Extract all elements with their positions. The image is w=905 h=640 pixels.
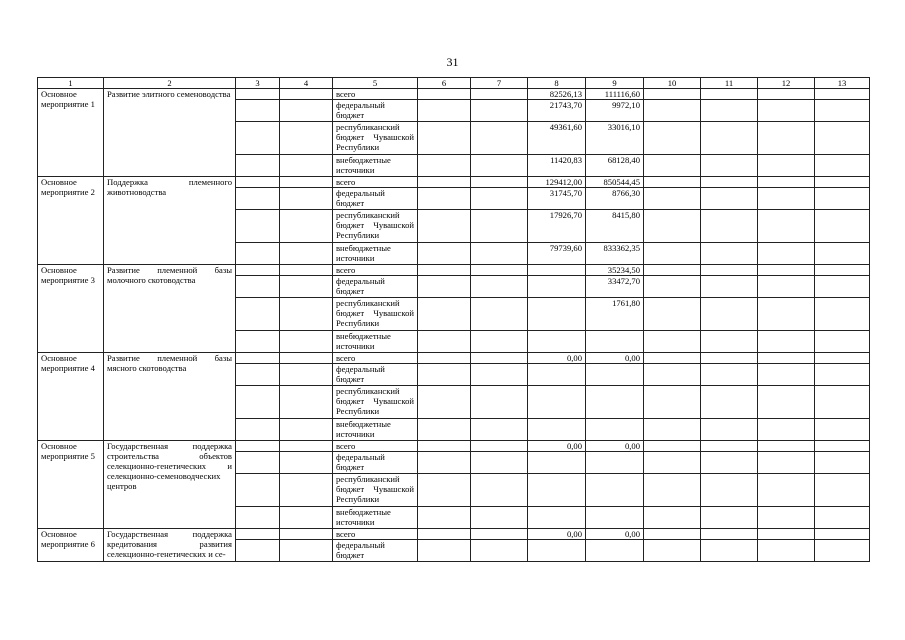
- cell-col3: [236, 507, 280, 529]
- cell-col7: [471, 419, 528, 441]
- cell-col13: [815, 155, 870, 177]
- funding-source: всего: [333, 441, 418, 452]
- cell-col3: [236, 177, 280, 188]
- value-col9: 8415,80: [586, 210, 644, 243]
- cell-col11: [701, 89, 758, 100]
- budget-table: [37, 77, 870, 562]
- cell-col11: [701, 155, 758, 177]
- value-col8: [528, 452, 586, 474]
- column-header-12: 12: [758, 78, 815, 89]
- cell-col4: [280, 364, 333, 386]
- cell-col4: [280, 474, 333, 507]
- cell-col13: [815, 298, 870, 331]
- value-col8: [528, 364, 586, 386]
- cell-col11: [701, 210, 758, 243]
- table-row: [38, 441, 870, 452]
- cell-col7: [471, 529, 528, 540]
- cell-col13: [815, 177, 870, 188]
- value-col8: 49361,60: [528, 122, 586, 155]
- cell-col7: [471, 155, 528, 177]
- cell-col3: [236, 452, 280, 474]
- cell-col10: [644, 452, 701, 474]
- cell-col7: [471, 188, 528, 210]
- cell-col11: [701, 452, 758, 474]
- cell-col4: [280, 540, 333, 562]
- cell-col3: [236, 353, 280, 364]
- cell-col12: [758, 298, 815, 331]
- cell-col10: [644, 155, 701, 177]
- cell-col4: [280, 276, 333, 298]
- cell-col12: [758, 386, 815, 419]
- cell-col13: [815, 529, 870, 540]
- cell-col11: [701, 100, 758, 122]
- cell-col6: [418, 364, 471, 386]
- funding-source: всего: [333, 353, 418, 364]
- cell-col11: [701, 474, 758, 507]
- funding-source: внебюджетные источники: [333, 507, 418, 529]
- cell-col4: [280, 331, 333, 353]
- value-col8: 21743,70: [528, 100, 586, 122]
- cell-col7: [471, 364, 528, 386]
- cell-col11: [701, 529, 758, 540]
- cell-col11: [701, 419, 758, 441]
- cell-col6: [418, 155, 471, 177]
- cell-col7: [471, 452, 528, 474]
- cell-col6: [418, 243, 471, 265]
- value-col9: 833362,35: [586, 243, 644, 265]
- event-name: Основное мероприятие 5: [38, 441, 104, 529]
- cell-col12: [758, 441, 815, 452]
- cell-col4: [280, 177, 333, 188]
- value-col8: [528, 474, 586, 507]
- cell-col10: [644, 441, 701, 452]
- cell-col3: [236, 331, 280, 353]
- cell-col11: [701, 331, 758, 353]
- cell-col4: [280, 122, 333, 155]
- cell-col11: [701, 507, 758, 529]
- cell-col12: [758, 540, 815, 562]
- cell-col11: [701, 540, 758, 562]
- event-description: Развитие элитного семеноводства: [104, 89, 236, 177]
- cell-col13: [815, 265, 870, 276]
- cell-col6: [418, 298, 471, 331]
- funding-source: всего: [333, 265, 418, 276]
- value-col9: 68128,40: [586, 155, 644, 177]
- cell-col10: [644, 298, 701, 331]
- funding-source: внебюджетные источники: [333, 331, 418, 353]
- cell-col12: [758, 276, 815, 298]
- value-col9: [586, 474, 644, 507]
- cell-col4: [280, 507, 333, 529]
- cell-col13: [815, 210, 870, 243]
- cell-col6: [418, 529, 471, 540]
- cell-col10: [644, 276, 701, 298]
- value-col9: 33016,10: [586, 122, 644, 155]
- cell-col12: [758, 100, 815, 122]
- cell-col3: [236, 364, 280, 386]
- cell-col11: [701, 353, 758, 364]
- cell-col11: [701, 298, 758, 331]
- cell-col7: [471, 265, 528, 276]
- cell-col13: [815, 364, 870, 386]
- cell-col10: [644, 122, 701, 155]
- value-col9: [586, 386, 644, 419]
- cell-col12: [758, 474, 815, 507]
- cell-col6: [418, 100, 471, 122]
- funding-source: всего: [333, 89, 418, 100]
- cell-col11: [701, 177, 758, 188]
- column-header-8: 8: [528, 78, 586, 89]
- cell-col10: [644, 89, 701, 100]
- cell-col11: [701, 441, 758, 452]
- value-col8: 0,00: [528, 529, 586, 540]
- cell-col12: [758, 529, 815, 540]
- value-col8: [528, 386, 586, 419]
- cell-col3: [236, 155, 280, 177]
- cell-col3: [236, 122, 280, 155]
- funding-source: федеральный бюджет: [333, 100, 418, 122]
- value-col9: 8766,30: [586, 188, 644, 210]
- cell-col3: [236, 89, 280, 100]
- cell-col6: [418, 122, 471, 155]
- cell-col7: [471, 243, 528, 265]
- value-col9: [586, 331, 644, 353]
- column-header-13: 13: [815, 78, 870, 89]
- value-col9: 0,00: [586, 353, 644, 364]
- table-row: [38, 265, 870, 276]
- column-header-7: 7: [471, 78, 528, 89]
- cell-col4: [280, 441, 333, 452]
- cell-col6: [418, 419, 471, 441]
- cell-col3: [236, 419, 280, 441]
- cell-col13: [815, 276, 870, 298]
- cell-col7: [471, 298, 528, 331]
- cell-col6: [418, 331, 471, 353]
- cell-col10: [644, 353, 701, 364]
- event-name: Основное мероприятие 2: [38, 177, 104, 265]
- funding-source: республиканский бюджет Чувашской Республики: [333, 474, 418, 507]
- value-col8: 17926,70: [528, 210, 586, 243]
- cell-col7: [471, 177, 528, 188]
- cell-col10: [644, 177, 701, 188]
- cell-col3: [236, 188, 280, 210]
- table-row: [38, 529, 870, 540]
- cell-col7: [471, 386, 528, 419]
- cell-col4: [280, 386, 333, 419]
- cell-col3: [236, 386, 280, 419]
- value-col8: [528, 276, 586, 298]
- funding-source: всего: [333, 177, 418, 188]
- event-name: Основное мероприятие 4: [38, 353, 104, 441]
- column-header-5: 5: [333, 78, 418, 89]
- value-col8: 31745,70: [528, 188, 586, 210]
- cell-col7: [471, 100, 528, 122]
- cell-col12: [758, 89, 815, 100]
- cell-col11: [701, 276, 758, 298]
- cell-col12: [758, 419, 815, 441]
- cell-col13: [815, 507, 870, 529]
- event-description: Поддержка племенного животноводства: [104, 177, 236, 265]
- cell-col6: [418, 540, 471, 562]
- cell-col6: [418, 507, 471, 529]
- value-col8: [528, 331, 586, 353]
- cell-col6: [418, 452, 471, 474]
- funding-source: федеральный бюджет: [333, 540, 418, 562]
- cell-col4: [280, 188, 333, 210]
- cell-col6: [418, 353, 471, 364]
- funding-source: внебюджетные источники: [333, 243, 418, 265]
- cell-col12: [758, 177, 815, 188]
- column-header-10: 10: [644, 78, 701, 89]
- funding-source: внебюджетные источники: [333, 419, 418, 441]
- value-col9: 111116,60: [586, 89, 644, 100]
- value-col9: [586, 364, 644, 386]
- cell-col4: [280, 298, 333, 331]
- value-col8: 129412,00: [528, 177, 586, 188]
- cell-col7: [471, 89, 528, 100]
- column-header-11: 11: [701, 78, 758, 89]
- cell-col13: [815, 331, 870, 353]
- cell-col3: [236, 243, 280, 265]
- cell-col11: [701, 386, 758, 419]
- value-col9: [586, 452, 644, 474]
- cell-col12: [758, 331, 815, 353]
- value-col8: [528, 507, 586, 529]
- cell-col12: [758, 353, 815, 364]
- cell-col3: [236, 298, 280, 331]
- funding-source: республиканский бюджет Чувашской Республики: [333, 210, 418, 243]
- value-col8: [528, 419, 586, 441]
- cell-col10: [644, 100, 701, 122]
- cell-col13: [815, 540, 870, 562]
- cell-col10: [644, 364, 701, 386]
- cell-col3: [236, 210, 280, 243]
- cell-col4: [280, 529, 333, 540]
- value-col8: [528, 298, 586, 331]
- funding-source: федеральный бюджет: [333, 364, 418, 386]
- cell-col10: [644, 540, 701, 562]
- cell-col13: [815, 89, 870, 100]
- cell-col7: [471, 540, 528, 562]
- cell-col13: [815, 452, 870, 474]
- value-col8: 0,00: [528, 441, 586, 452]
- cell-col10: [644, 210, 701, 243]
- cell-col7: [471, 210, 528, 243]
- cell-col7: [471, 331, 528, 353]
- cell-col13: [815, 474, 870, 507]
- value-col8: 79739,60: [528, 243, 586, 265]
- value-col9: 9972,10: [586, 100, 644, 122]
- event-description: Развитие племенной базы мясного скотоводства: [104, 353, 236, 441]
- cell-col12: [758, 452, 815, 474]
- cell-col10: [644, 331, 701, 353]
- cell-col3: [236, 441, 280, 452]
- cell-col13: [815, 243, 870, 265]
- value-col9: 1761,80: [586, 298, 644, 331]
- cell-col4: [280, 452, 333, 474]
- header-row: [38, 78, 870, 89]
- cell-col10: [644, 474, 701, 507]
- event-description: Государственная поддержка строительства объектов селекционно-генетических и селекционно-семеноводческих центров: [104, 441, 236, 529]
- cell-col11: [701, 122, 758, 155]
- cell-col4: [280, 100, 333, 122]
- cell-col10: [644, 243, 701, 265]
- cell-col4: [280, 353, 333, 364]
- cell-col11: [701, 243, 758, 265]
- cell-col11: [701, 188, 758, 210]
- cell-col3: [236, 529, 280, 540]
- funding-source: федеральный бюджет: [333, 276, 418, 298]
- cell-col13: [815, 188, 870, 210]
- cell-col13: [815, 100, 870, 122]
- cell-col13: [815, 441, 870, 452]
- cell-col11: [701, 364, 758, 386]
- table-row: [38, 177, 870, 188]
- event-description: Государственная поддержка кредитования развития селекционно-генетических и се-: [104, 529, 236, 562]
- column-header-6: 6: [418, 78, 471, 89]
- event-name: Основное мероприятие 6: [38, 529, 104, 562]
- cell-col7: [471, 441, 528, 452]
- cell-col6: [418, 177, 471, 188]
- value-col8: [528, 540, 586, 562]
- cell-col10: [644, 529, 701, 540]
- cell-col12: [758, 210, 815, 243]
- value-col8: 0,00: [528, 353, 586, 364]
- funding-source: федеральный бюджет: [333, 452, 418, 474]
- cell-col10: [644, 265, 701, 276]
- value-col9: [586, 419, 644, 441]
- cell-col3: [236, 540, 280, 562]
- value-col9: 35234,50: [586, 265, 644, 276]
- cell-col6: [418, 89, 471, 100]
- cell-col4: [280, 89, 333, 100]
- cell-col12: [758, 265, 815, 276]
- cell-col7: [471, 353, 528, 364]
- cell-col4: [280, 155, 333, 177]
- value-col9: [586, 507, 644, 529]
- column-header-3: 3: [236, 78, 280, 89]
- cell-col4: [280, 243, 333, 265]
- cell-col7: [471, 507, 528, 529]
- value-col9: [586, 540, 644, 562]
- column-header-9: 9: [586, 78, 644, 89]
- event-name: Основное мероприятие 1: [38, 89, 104, 177]
- cell-col13: [815, 353, 870, 364]
- value-col9: 0,00: [586, 441, 644, 452]
- value-col8: 11420,83: [528, 155, 586, 177]
- page-number: 31: [446, 55, 459, 69]
- cell-col3: [236, 474, 280, 507]
- cell-col6: [418, 210, 471, 243]
- funding-source: всего: [333, 529, 418, 540]
- column-header-1: 1: [38, 78, 104, 89]
- table-row: [38, 89, 870, 100]
- cell-col6: [418, 386, 471, 419]
- cell-col4: [280, 265, 333, 276]
- cell-col12: [758, 188, 815, 210]
- table-row: [38, 353, 870, 364]
- cell-col13: [815, 122, 870, 155]
- cell-col6: [418, 474, 471, 507]
- cell-col12: [758, 155, 815, 177]
- cell-col7: [471, 474, 528, 507]
- value-col9: 33472,70: [586, 276, 644, 298]
- cell-col7: [471, 122, 528, 155]
- cell-col6: [418, 441, 471, 452]
- cell-col10: [644, 386, 701, 419]
- value-col9: 0,00: [586, 529, 644, 540]
- funding-source: федеральный бюджет: [333, 188, 418, 210]
- cell-col10: [644, 419, 701, 441]
- funding-source: республиканский бюджет Чувашской Республики: [333, 298, 418, 331]
- funding-source: внебюджетные источники: [333, 155, 418, 177]
- column-header-4: 4: [280, 78, 333, 89]
- cell-col4: [280, 419, 333, 441]
- column-header-2: 2: [104, 78, 236, 89]
- cell-col10: [644, 507, 701, 529]
- cell-col12: [758, 507, 815, 529]
- funding-source: республиканский бюджет Чувашской Республики: [333, 122, 418, 155]
- cell-col12: [758, 364, 815, 386]
- cell-col12: [758, 122, 815, 155]
- event-name: Основное мероприятие 3: [38, 265, 104, 353]
- value-col8: 82526,13: [528, 89, 586, 100]
- cell-col4: [280, 210, 333, 243]
- cell-col11: [701, 265, 758, 276]
- cell-col3: [236, 100, 280, 122]
- value-col8: [528, 265, 586, 276]
- cell-col6: [418, 276, 471, 298]
- cell-col12: [758, 243, 815, 265]
- cell-col3: [236, 276, 280, 298]
- cell-col7: [471, 276, 528, 298]
- event-description: Развитие племенной базы молочного скотоводства: [104, 265, 236, 353]
- cell-col6: [418, 265, 471, 276]
- cell-col10: [644, 188, 701, 210]
- cell-col3: [236, 265, 280, 276]
- cell-col6: [418, 188, 471, 210]
- cell-col13: [815, 386, 870, 419]
- cell-col13: [815, 419, 870, 441]
- value-col9: 850544,45: [586, 177, 644, 188]
- funding-source: республиканский бюджет Чувашской Республики: [333, 386, 418, 419]
